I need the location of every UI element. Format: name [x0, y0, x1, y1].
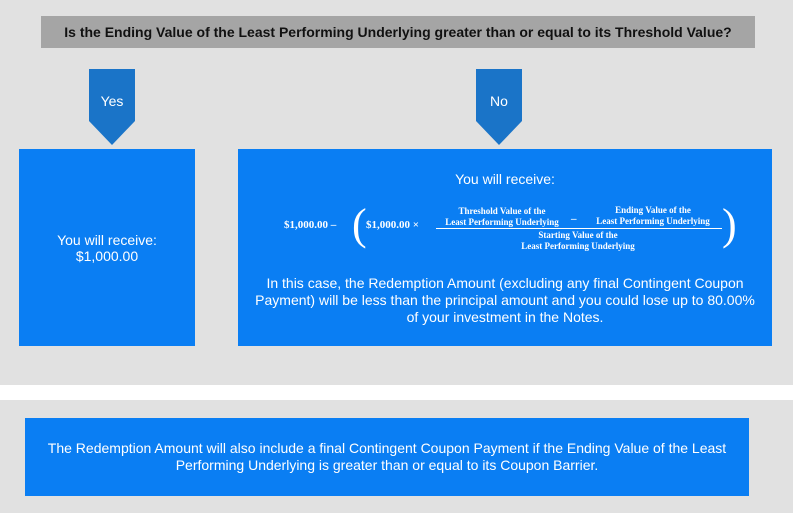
- numerator-ending-line1: Ending Value of the: [615, 205, 691, 215]
- yes-receive-amount: $1,000.00: [75, 247, 139, 264]
- coupon-note-text: The Redemption Amount will also include a final Contingent Coupon Payment if the Ending Value of the Least Performing Underlying is greater than or equal to its Coupon Barrier.: [47, 440, 727, 473]
- numerator-minus: –: [571, 213, 577, 225]
- numerator-threshold-line2: Least Performing Underlying: [445, 217, 559, 227]
- no-outcome-box: [238, 149, 772, 346]
- left-paren: (: [352, 200, 367, 249]
- denominator-line1: Starting Value of the: [538, 230, 618, 240]
- coupon-note-box: [25, 418, 749, 496]
- numerator-threshold-line1: Threshold Value of the: [458, 206, 546, 216]
- yes-receive-text: You will receive:: [57, 231, 157, 248]
- numerator-ending-line2: Least Performing Underlying: [596, 216, 710, 226]
- redemption-formula: [238, 200, 772, 253]
- loss-description: In this case, the Redemption Amount (excluding any final Contingent Coupon Payment) will be less than the principal amount and you could lose up to 80.00% of your investment in the Notes.: [255, 275, 755, 325]
- denominator-line2: Least Performing Underlying: [521, 241, 635, 251]
- question-text: Is the Ending Value of the Least Performing Underlying greater than or equal to its Threshold Value?: [64, 24, 732, 40]
- yes-label: Yes: [100, 93, 124, 109]
- yes-arrow: [89, 69, 135, 145]
- fraction-bar: [436, 228, 722, 229]
- right-paren: ): [722, 200, 737, 249]
- no-receive-title: You will receive:: [455, 171, 555, 187]
- formula-principal: $1,000.00 –: [284, 219, 337, 231]
- question-banner: [41, 16, 755, 48]
- no-arrow: [476, 69, 522, 145]
- yes-outcome-box: [19, 149, 195, 346]
- formula-inner-principal: $1,000.00 ×: [366, 219, 420, 231]
- no-label: No: [490, 93, 508, 109]
